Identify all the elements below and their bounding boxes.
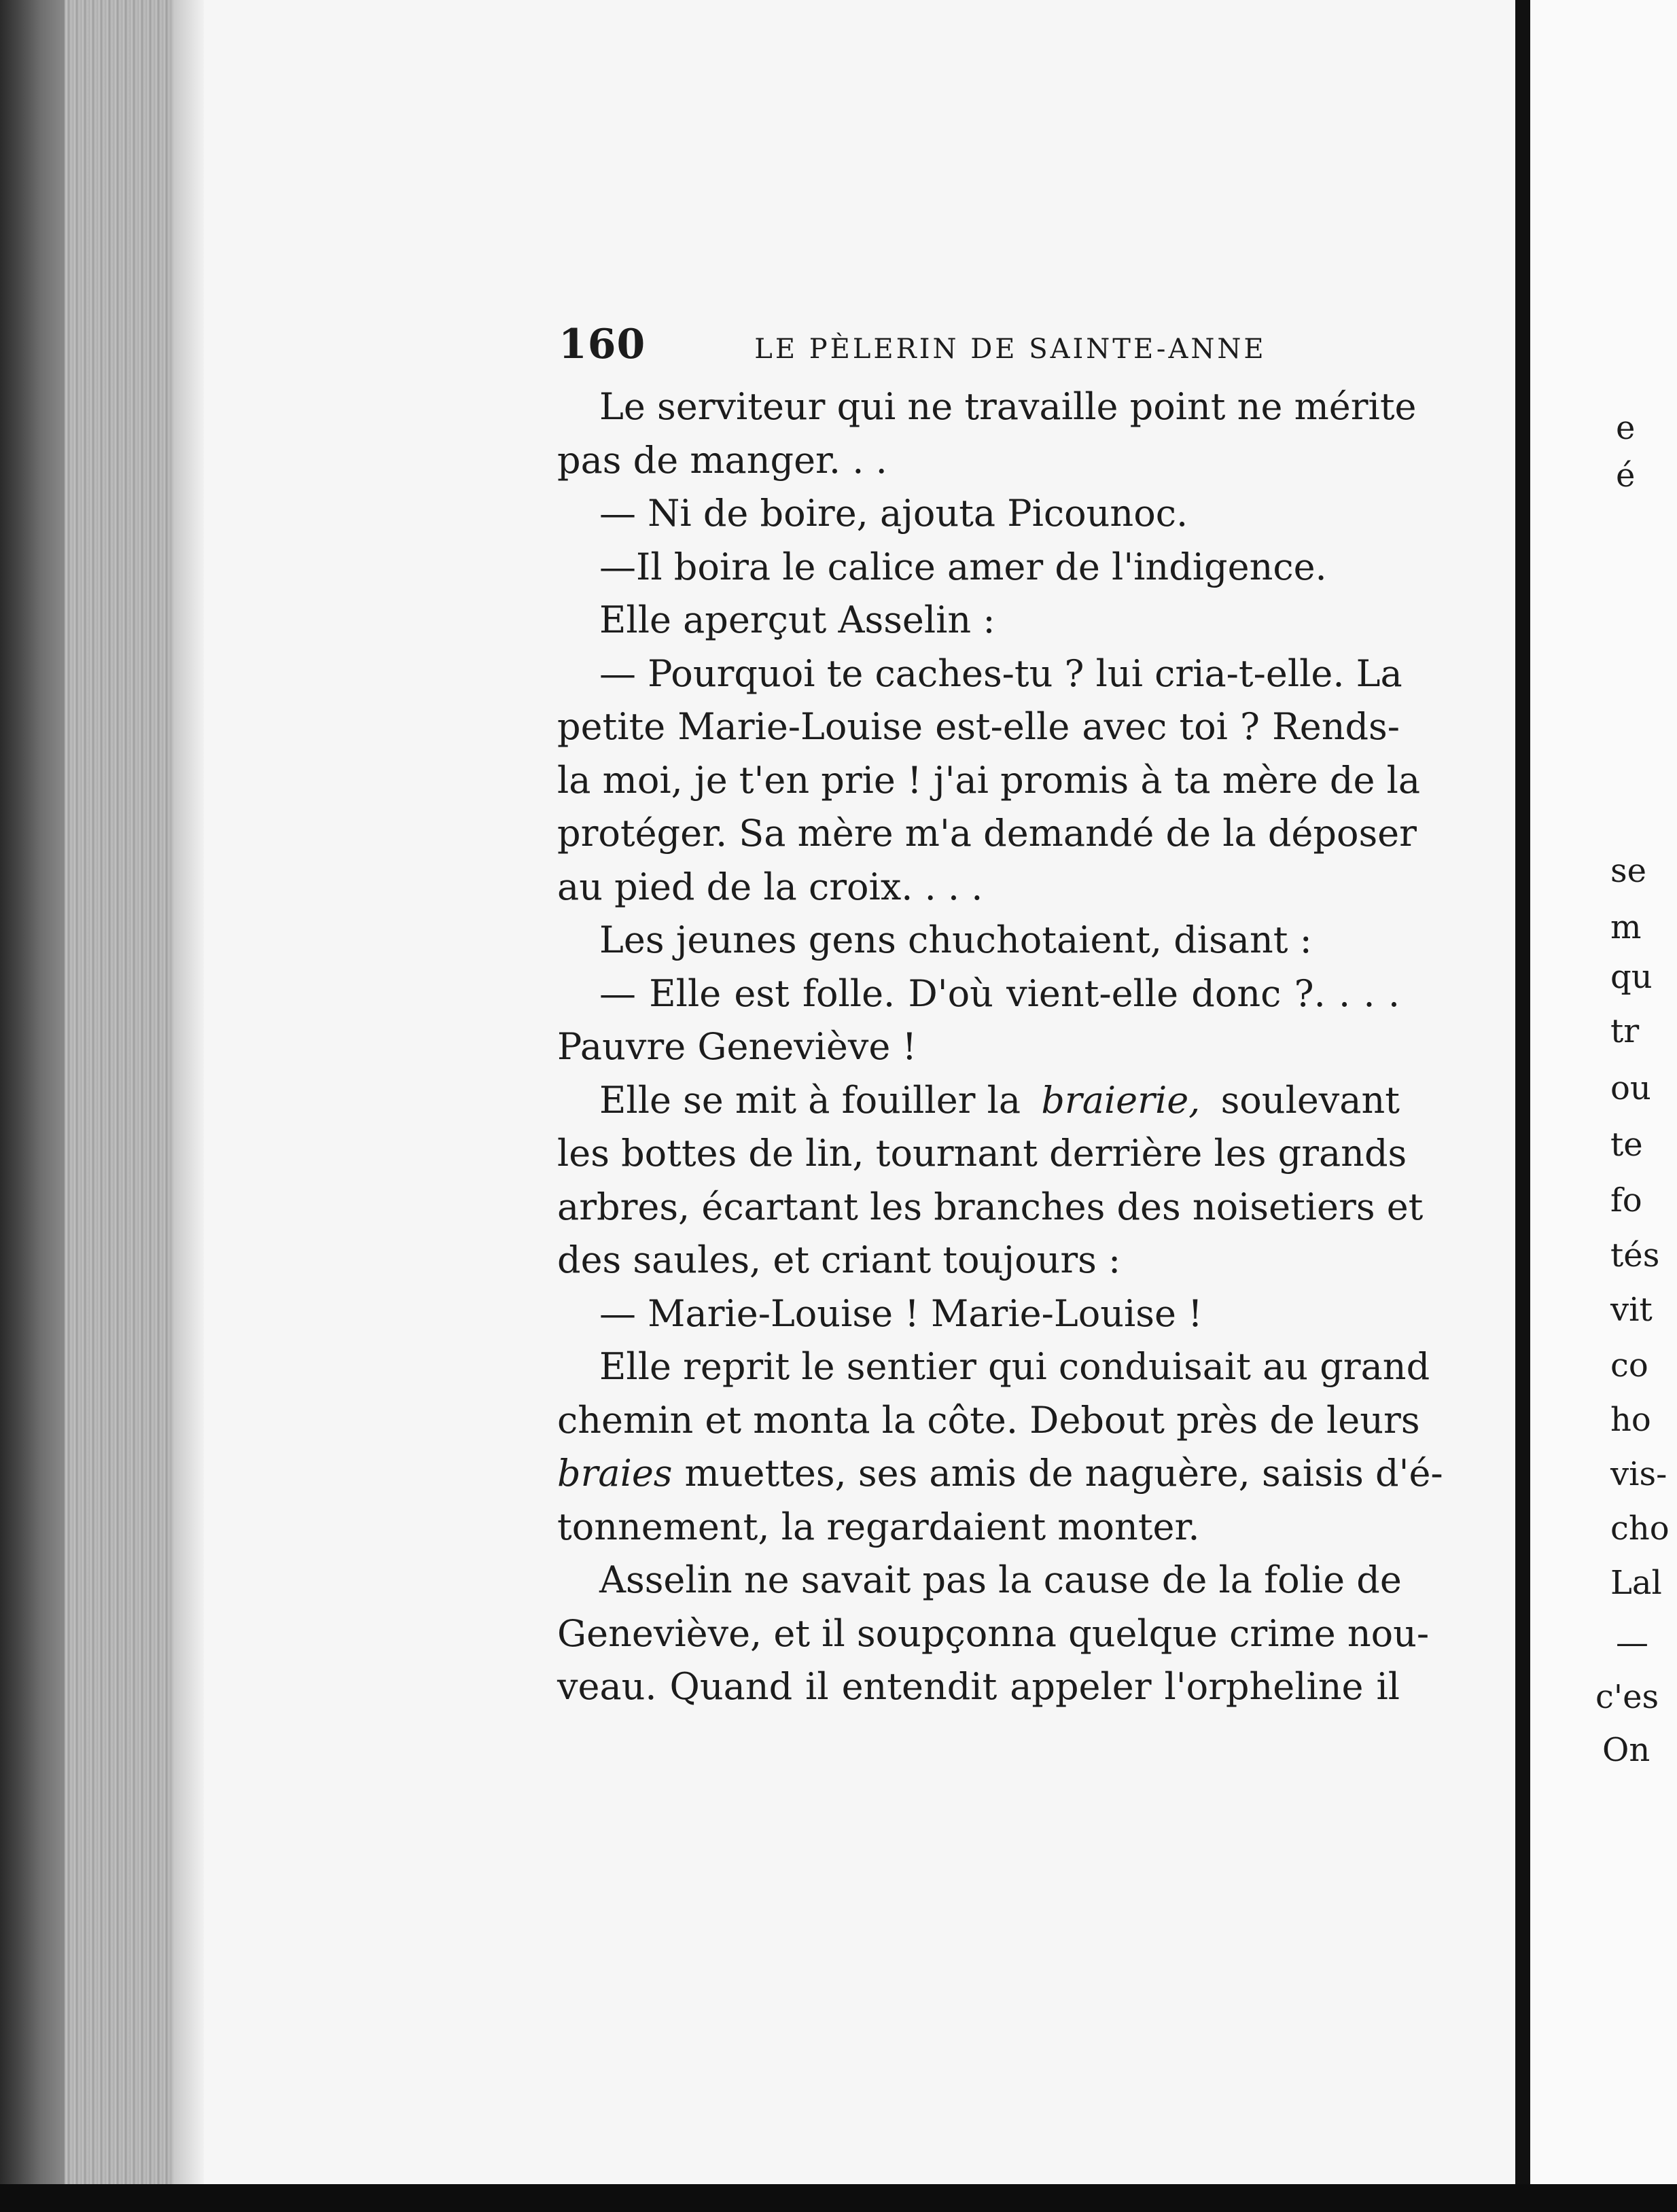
facing-fragment: se <box>1610 852 1647 890</box>
book-spine-shadow <box>0 0 65 2212</box>
text-line: — Ni de boire, ajouta Picounoc. <box>599 492 1188 535</box>
text-line: la moi, je t'en prie ! j'ai promis à ta mère de la <box>557 758 1421 802</box>
facing-fragment: e <box>1616 409 1636 447</box>
facing-fragment: vit <box>1610 1291 1653 1329</box>
text-line: pas de manger. . . <box>557 438 887 482</box>
text-line: — Marie-Louise ! Marie-Louise ! <box>599 1291 1203 1335</box>
text-line: veau. Quand il entendit appeler l'orpheline il <box>557 1665 1400 1708</box>
text-line: des saules, et criant toujours : <box>557 1238 1121 1281</box>
text-line: les bottes de lin, tournant derrière les grands <box>557 1132 1407 1175</box>
facing-fragment: Lal <box>1610 1564 1662 1602</box>
page-edges <box>65 0 173 2212</box>
text-line: Les jeunes gens chuchotaient, disant : <box>599 918 1312 961</box>
facing-fragment: vis- <box>1610 1455 1667 1493</box>
text-line: Le serviteur qui ne travaille point ne mérite <box>599 385 1417 428</box>
facing-fragment: tés <box>1610 1236 1660 1274</box>
facing-fragment: te <box>1610 1126 1643 1164</box>
facing-fragment: On <box>1602 1731 1650 1769</box>
scan-bottom-edge <box>0 2184 1677 2212</box>
page-number: 160 <box>559 321 646 368</box>
text-line: —Il boira le calice amer de l'indigence. <box>599 545 1327 588</box>
text-line: — Elle est folle. D'où vient-elle donc ?. . . . <box>599 971 1400 1015</box>
facing-fragment: co <box>1610 1346 1648 1385</box>
text-line <box>557 1074 1400 1128</box>
running-title: LE PÈLERIN DE SAINTE-ANNE <box>754 334 1267 365</box>
text-line: — Pourquoi te caches-tu ? lui cria-t-elle. La <box>599 652 1402 695</box>
running-head <box>559 321 1267 368</box>
text-line: petite Marie-Louise est-elle avec toi ? Rends- <box>557 705 1400 748</box>
body-text <box>557 380 1443 1714</box>
italic-word: braierie, <box>1041 1078 1201 1122</box>
facing-fragment: — <box>1616 1624 1648 1662</box>
facing-fragment: ou <box>1610 1069 1651 1107</box>
text-line: protéger. Sa mère m'a demandé de la déposer <box>557 812 1417 855</box>
text-line: Elle aperçut Asselin : <box>599 599 995 641</box>
facing-fragment: cho <box>1610 1510 1670 1548</box>
text-line: tonnement, la regardaient monter. <box>557 1505 1200 1548</box>
facing-fragment: qu <box>1610 958 1653 996</box>
text-line: Asselin ne savait pas la cause de la folie de <box>599 1558 1402 1601</box>
text-line: Pauvre Geneviève ! <box>557 1025 917 1068</box>
book-gutter <box>1515 0 1530 2212</box>
text-line: Geneviève, et il soupçonna quelque crime nou- <box>557 1611 1430 1655</box>
facing-fragment: fo <box>1610 1181 1642 1219</box>
facing-fragment: c'es <box>1595 1678 1659 1716</box>
text-line <box>557 1447 1443 1501</box>
text-line: au pied de la croix. . . . <box>557 865 983 908</box>
page-edges-fade <box>173 0 204 2212</box>
text-line: Elle reprit le sentier qui conduisait au grand <box>599 1345 1430 1388</box>
facing-fragment: é <box>1616 457 1636 495</box>
facing-fragment: ho <box>1610 1401 1651 1439</box>
text-line: arbres, écartant les branches des noisetiers et <box>557 1185 1424 1228</box>
facing-fragment: m <box>1610 908 1642 946</box>
facing-fragment: tr <box>1610 1012 1640 1050</box>
facing-page <box>1530 0 1677 2212</box>
italic-word: braies <box>557 1452 673 1495</box>
text-line: chemin et monta la côte. Debout près de leurs <box>557 1398 1420 1442</box>
text-segment: muettes, ses amis de naguère, saisis d'é- <box>684 1452 1443 1495</box>
text-segment: soulevant <box>1220 1078 1400 1122</box>
text-segment: Elle se mit à fouiller la <box>599 1078 1021 1122</box>
